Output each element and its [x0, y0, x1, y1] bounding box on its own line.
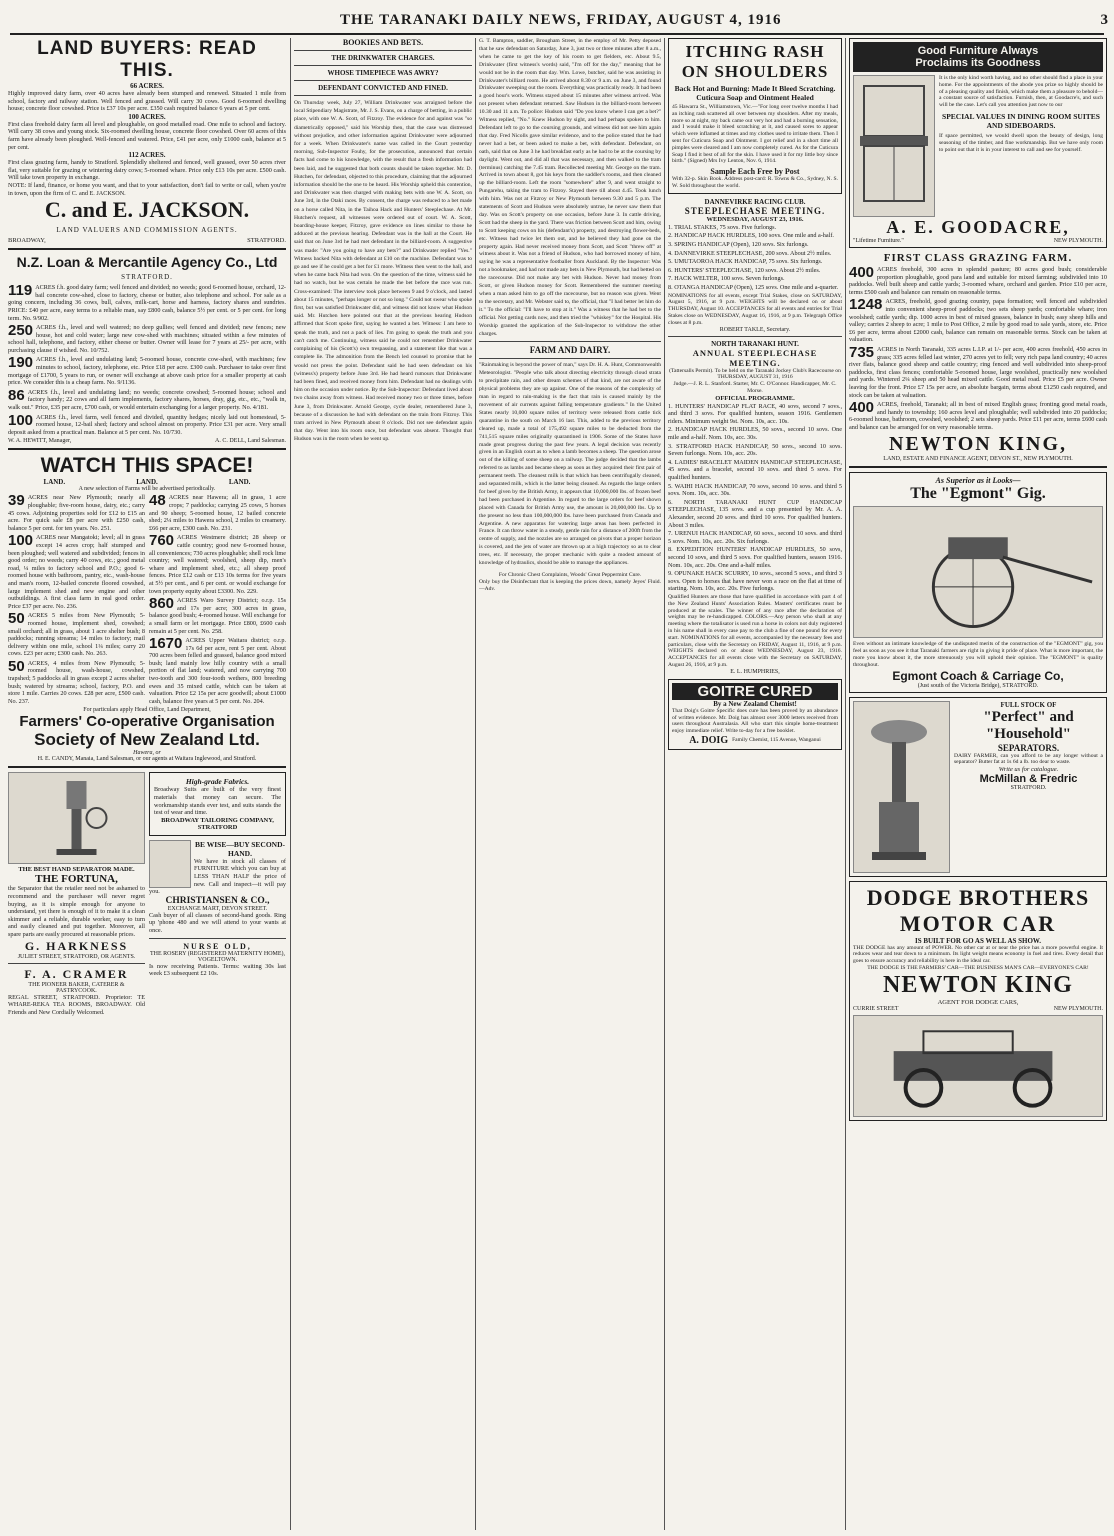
- rule: [8, 963, 145, 964]
- dodge-tag: THE DODGE IS THE FARMERS' CAR—THE BUSINESS MAN'S CAR—EVERYONE'S CAR!: [867, 965, 1089, 972]
- farms-left: [8, 492, 145, 707]
- jackson-name: C. and E. JACKSON.: [44, 197, 250, 223]
- sample-body: With 32-p. Skin Book. Address post-card: R. Towns & Co., Sydney, N. S. W. Sold throughout the world.: [672, 176, 838, 189]
- race-item: 7. URENUI HACK HANDICAP, 60 sovs., second 10 sovs. and third 5 sovs. Nom. 10s, acc. 20s. Six furlongs.: [668, 530, 842, 545]
- car-illustration: [853, 1015, 1103, 1117]
- fortuna-name: THE FORTUNA,: [35, 873, 118, 886]
- fortuna-ad: [8, 772, 145, 1016]
- gig-icon: [854, 507, 1102, 637]
- race-item: 4. DANNEVIRKE STEEPLECHASE, 200 sovs. About 2½ miles.: [668, 249, 832, 257]
- full-stock: FULL STOCK OF: [1000, 700, 1057, 709]
- rule: [479, 358, 661, 359]
- goodacre-foot: "Lifetime Furniture." NEW PLYMOUTH.: [853, 238, 1103, 244]
- farmers-coop-heading-2: Society of New Zealand Ltd.: [34, 730, 260, 750]
- goodacre-text: It is the only kind worth having, and no other should find a place in your home. For the appointments of the abode you prize so highly should be of a pleasing quality and finish, which make them a pleasure to behold—a constant source of satisfaction. Furnish, then, at Goodacre's, and such will be the case. Let's call you attention just now to our: [939, 75, 1103, 109]
- rule: [294, 50, 472, 51]
- nzloan-lot: 190 ACRES f.h., level and undulating land; 5-roomed house, concrete cow-shed, with machines; few minutes to school, factory, telephone, etc. Price £18 per acre. £300 cash. Purchaser to take over first mortgage of £1700, 5 years to run, or owner will exchange at above cash price for a smaller property at cash price. We consider this is a cheap farm. No. 9/1136.: [8, 354, 286, 387]
- north-officials: Judge.—J. R. L. Stanford. Starter, Mr. C. O'Connor. Handicapper, Mr. C. Morse.: [673, 381, 837, 394]
- goodacre-body-row: [853, 75, 1103, 217]
- jackson-lot-1: [8, 82, 286, 113]
- watch-land-row: LAND. LAND. LAND.: [43, 478, 251, 487]
- broadway-tailoring: BROADWAY TAILORING COMPANY, STRATFORD: [161, 816, 274, 831]
- race-item: 1. TRIAL STAKES, 75 sovs. Five furlongs.: [668, 223, 777, 231]
- farm-listing: 1670 ACRES Upper Waitara district; o.r.p. 17s 6d per acre, rent 5 per cent. About 700 acres been felled and grassed, balance good mixed bush; land mainly low hilly country with a small portion of flat land; watered, and now carrying 700 two-tooth and 300 four-tooth wethers, 800 breeding ewes and 35 mixed cattle, which can be taken at valuation. Price £2 15s per acre goodwill; about £1000 cash, balance five years at 5 per cent. No. 204.: [149, 635, 286, 705]
- steeple-date: WEDNESDAY, AUGUST 23, 1916.: [706, 215, 804, 223]
- itching-body: 45 Hawarra St., Williamstown, Vic.—"For long over twelve months I had an itching rash scattered all over between my shoulders. After my meals, more so at night, my back came out very hot and had a burning sensation, and I would make it bleed scratching at it, and caused sores to appear which were inflamed at times and my clothes used to irritate them. Then I sent for Cuticura Soap and Ointment. I got relief and in a short time all pimples were cleared and I am now completely cured. As for the Cuticura Soap I find it best of all for the skin. I have used it for my little boy since birth." (Signed) Mrs Ivy Lenton, Nov. 6, 1914.: [672, 104, 838, 165]
- dodge-address: CURRIE STREET NEW PLYMOUTH.: [853, 1005, 1103, 1012]
- race-item: 5. WAIHI HACK HANDICAP, 70 sovs, second 10 sovs. and third 5 sovs. Nom. 10s, acc. 30s.: [668, 482, 842, 498]
- egmont-address: (Just south of the Victoria Bridge), STRATFORD.: [917, 682, 1039, 689]
- rule: [294, 80, 472, 81]
- nzloan-lot: 250 ACRES f.h., level and well watered; no deep gullies; well fenced and divided; new fences; new house, hot and cold water; large new cow-shed with machines; situated within a few minutes of school hall, telephone, and factory, either cheese or butter. Owner will lease for 7 years at 25/- per acre, with purchasing clause if wished. No. 10/752.: [8, 322, 286, 354]
- catalogue-line: Write us for catalogue.: [998, 766, 1059, 774]
- north-subheading: ANNUAL STEEPLECHASE MEETING.: [692, 347, 818, 368]
- newton-king-heading: NEWTON KING,: [888, 433, 1068, 456]
- farm-dairy-column: [479, 38, 661, 1528]
- bookies-column: [294, 38, 472, 1528]
- motor-car-icon: [854, 1016, 1102, 1116]
- separator-icon: [854, 702, 949, 872]
- right-small-ads: [149, 772, 286, 1016]
- farmers-coop-heading: Farmers' Co-operative Organisation: [19, 713, 275, 731]
- cramer-address: REGAL STREET, STRATFORD. Proprietor: TE WHARE-REKA TEA ROOMS, BROADWAY. Old Friends and New Cordially Welcomed.: [8, 993, 145, 1016]
- household-heading: "Household": [985, 725, 1071, 742]
- nurse-heading: NURSE OLD,: [183, 941, 252, 951]
- grazing-heading: FIRST CLASS GRAZING FARM.: [883, 252, 1073, 264]
- land-buyers-heading: LAND BUYERS: READ THIS.: [37, 38, 257, 81]
- sample-heading: Sample Each Free by Post: [710, 167, 800, 177]
- harkness-address: JULIET STREET, STRATFORD, OR AGENTS.: [17, 953, 136, 960]
- goodacre-name: A. E. GOODACRE,: [886, 217, 1070, 237]
- particulars-line: For particulars apply Head Office, Land Department,: [83, 707, 211, 714]
- nurse-text: Is now receiving Patients. Terms: waiting 30s last week £3 subsequent £2 10s.: [149, 962, 286, 978]
- north-heading: NORTH TARANAKI HUNT.: [711, 339, 799, 348]
- story-body: On Thursday week, July 27, William Drinkwater was arraigned before the local Stipendiary Magistrate, Mr. J. S. Evans, on a charge of betting, in a public place, with one W. A. Scott, of Fitzroy. The evidence for and against was "so diametrically opposed," said his Worship then, that the case was distressed without prejudice, and other information against Drinkwater were adjourned for a week. When Drinkwater's name was called in the Court yesterday morning, Sub-Inspector Fouhy, for the prosecution, announced that certain facts had come to his knowledge, with the result that a fresh information had been laid, and he suggested that both counts should be taken together. Mr. D. Hutchen, for defendant, objected to this procedure, claiming that the adjourned information should be the one to be heard. His Worship upheld this contention, and Drinkwater was then charged with making bets with one W. A. Scott, on June 3rd, in the Otaki races. By consent, the charge was reduced to a bet made on a horse called Nita, in the Taihoa Hack and Hunters' Steeplechase. At Mr. Hutchen's request, all witnesses were ordered out of court. W. A. Scott, boarding-house keeper, Fitzroy, gave evidence on lines similar to those he adduced at the previous hearing. Defendant was in the hall at the Court. He said that on June 3rd he had met defendant in the billiard-room. A suggestive was made: "Are you going to have any bets?" and Drinkwater replied "Yes." Witness backed Nita with defendant at £10 on the machine. Defendant was to go and see if he could get a bet for £1 more. Witness then went to the hall, and when he came back Nita had won. On the question of the time, witness said he had no watch, but he was certain he made the bet before the race was run. Cross-examined: The interview took place between 9 and 9 o'clock, and lasted about 15 minutes, "perhaps longer or not so long." Could not swear who spoke first, but was satisfied Drinkwater did, and witness did not know what Hudson said. Mr. Hutchen here pointed out that at the previous hearing Hudson affirmed that Scott spoke first, saying he wanted a bet. Witness: I am here to speak the truth, and not a pack of lies. I'm going to speak the truth and you can't catch me. Continuing, witness said he could not remember Drinkwater complaining of his (Scott's) own trespassing, and a statement like that was a complete lie. The admonition from the Bench led counsel to promise that he would not press the point. Defendant said he had seen defendant on his (witness's) property before June 3rd. He had heard rumours that Drinkwater had been fined, and received money from him. Defendant had no dealings with him on the occasion under notice. By the Sub-Inspector: Defendant lived about two chains away from witness. Had received money two or three times, before June 3, from Drinkwater. Arnold George, cycle dealer, remembered June 3, because of a discussion he had with defendant on the train from Fitzroy. This tram arrived in New Plymouth about 8 o'clock. Did not see defendant again that day. Went into his room once, but defendant was absent. Thought that Hudson was in the room when he went up.: [294, 100, 472, 443]
- story-subheading: WHOSE TIMEPIECE WAS AWRY?: [327, 69, 439, 77]
- goodacre-ad: [849, 38, 1107, 248]
- itching-column: [668, 38, 842, 1528]
- egmont-heading: The "Egmont" Gig.: [910, 485, 1046, 503]
- goitre-ad: [668, 679, 842, 750]
- column-divider: [475, 38, 476, 1530]
- jackson-address: BROADWAY, STRATFORD.: [8, 237, 286, 245]
- race-item: 9. OPUNAKE HACK SCURRY, 10 sovs., second 5 sovs., and third 3 sovs. Open to horses that have never won a race on the flat at time of starting. Nom. 10s, acc. 20s. Five furlongs.: [668, 570, 842, 593]
- butler-illustration: [149, 840, 191, 888]
- nzloan-signatures: W. A. HEWITT, Manager, A. C. DELL, Land Salesman.: [8, 438, 286, 445]
- story-subheading: THE DRINKWATER CHARGES.: [331, 54, 435, 62]
- special-body: If space permitted, we would dwell upon the beauty of design, long seasoning of the timber, and fine workmanship. But we have only room to point out that it is in your interest to call and see for yourself.: [939, 132, 1103, 153]
- separators-heading: SEPARATORS.: [997, 742, 1060, 753]
- story-subheading: DEFENDANT CONVICTED AND FINED.: [318, 84, 448, 92]
- motor-car-heading: MOTOR CAR: [899, 910, 1057, 936]
- newton-king-sub: LAND, ESTATE AND FINANCE AGENT, DEVON ST., NEW PLYMOUTH.: [883, 456, 1073, 463]
- watch-this-space-heading: WATCH THIS SPACE!: [40, 454, 254, 478]
- masthead-rule: [10, 33, 1104, 35]
- lot-text: Highly improved dairy farm, over 40 acres have already been stumped and renewed. Situated 1 mile from school, factory and railway station. Well fenced and grassed. Will carry 30 cows. Good 6-roomed dwelling house; concrete floor cowshed. Price is £37 10s per acre. £350 cash required balance 6 years at 5 per cent.: [8, 90, 286, 113]
- jackson-lot-2: [8, 113, 286, 151]
- dodge-sub: IS BUILT FOR GO AS WELL AS SHOW.: [914, 936, 1042, 945]
- race-item: 6. HUNTERS' STEEPLECHASE, 120 sovs. About 2½ miles.: [668, 266, 821, 274]
- north-where: (Tattersalls Permit). To be held on the Taranaki Jockey Club's Racecourse on THURSDAY, AUGUST 31, 1916: [669, 367, 841, 381]
- cramer-subtitle: THE PIONEER BAKER, CATERER & PASTRYCOOK.: [28, 981, 125, 994]
- story-heading: BOOKIES AND BETS.: [342, 38, 424, 47]
- masthead: [0, 0, 1114, 34]
- farm-dairy-heading: FARM AND DAIRY.: [529, 345, 611, 356]
- lower-ads: [8, 772, 286, 1016]
- nzloan-heading: N.Z. Loan & Mercantile Agency Co., Ltd: [16, 254, 278, 271]
- jackson-subtitle: LAND VALUERS AND COMMISSION AGENTS.: [56, 226, 238, 235]
- sideboard-icon: [854, 76, 934, 216]
- right-ads-column: [849, 38, 1107, 1528]
- farms-right: [149, 492, 286, 707]
- doig-row: A. DOIG Family Chemist, 115 Avenue, Wanganui: [689, 734, 821, 746]
- dodge-heading: DODGE BROTHERS: [866, 884, 1090, 910]
- cuticura-ad: [668, 38, 842, 194]
- north-sign: E. L. HUMPHRIES,: [730, 668, 780, 675]
- egmont-ad: [849, 472, 1107, 692]
- separator-illustration: [8, 772, 145, 864]
- grazing-lot: 735 ACRES in North Taranaki, 335 acres L.I.P. at 1/- per acre, 400 acres freehold, 450 acres in grass; 335 acres felled last winter, 270 acres yet to fell; very rich papa land country; 40 acres river flats, balance good sheep and cattle country; ring fenced and well subdivided into sheep-proof paddocks, first class fences; comfortable 5-roomed house, large woolshed, practically new woolshed and yards. Wintered 2¼ sheep and 50 head mixed cattle. Good metal road. Price £5 per acre. Owner leaving for the front. Price £7 15s per acre, an absolute bargain, terms about £1250 cash required, and stock can be taken at valuation.: [849, 343, 1107, 399]
- land-ads-column: [8, 38, 286, 1528]
- race-item: 6. NORTH TARANAKI HUNT CUP HANDICAP STEEPLECHASE, 135 sovs. and a cup presented by Mr. A. A. Alexander, second 20 sovs. and third 10 sovs. For qualified hunters. About 3 miles.: [668, 498, 842, 529]
- newton-king-dodge: NEWTON KING: [883, 971, 1073, 998]
- column-divider: [664, 38, 665, 1530]
- rule: [294, 95, 472, 96]
- jeyes-note: Only buy the Disinfectant that is keeping the prices down, namely Jeyes' Fluid.—Adv.: [479, 578, 661, 592]
- grazing-lot: 400 ACRES, freehold, Taranaki; all in best of mixed English grass; fronting good metal roads, and handy to township; 160 acres level and ploughable; well subdivided into 20 paddocks; 6-roomed house, bathroom, cowshed, woolshed; 2 sets sheep yards. Price £11 per acre, terms £600 cash and balance can be arranged for on very reasonable terms.: [849, 399, 1107, 431]
- goodacre-banner: Good Furniture Always Proclaims its Goodness: [853, 42, 1103, 72]
- race-item: 4. LADIES' BRACELET MAIDEN HANDICAP STEEPLECHASE, 45 sovs. and a bracelet, second 10 sovs. and third 5 sovs. For qualified hunters.: [668, 458, 842, 482]
- mcmillan-sub: STRATFORD.: [1010, 785, 1047, 792]
- farmers-sub-2: H. E. CANDY, Manaia, Land Salesman, or our agents at Waitara Inglewood, and Stratford.: [37, 756, 257, 763]
- farm-listing: 50 ACRES, 4 miles from New Plymouth; 5-roomed house, wash-house, cowshed, trapshed; 5 paddocks all in grass except 2 acres shelter bush; watered by streams; school, factory, P.O. and store 1 mile. Carries 20 cows. £28 per acre, £500 cash. No. 237.: [8, 657, 145, 705]
- north-rules: Qualified Hunters are those that have qualified in accordance with part 4 of the New Zealand Hunts' Association Rules. Masters' certificates must be produced at the scales. The winner of any race after the declaration of weights may be re-handicapped. COLORS.—Any person who shall at any meeting where the totalisator is used run a horse in colors not duly registered in his name shall in every case pay to the club a fine of one pound for every start. NOMINATIONS for all events, accompanied by the necessary fees and particulars, close with the Secretary on FRIDAY, August 11, 1916, at 9 p.m. WEIGHTS declared on or about WEDNESDAY, August 23, 1916. ACCEPTANCES for all events close with the Secretary on SATURDAY, August 26, 1916, at 9 p.m.: [668, 593, 842, 668]
- fabrics-ad: [149, 772, 286, 835]
- race-item: 8. EXPEDITION HUNTERS' HANDICAP HURDLES, 50 sovs, second 10 sovs, and third 5 sovs. For qualified hunters, season 1916. Nom. 10s, acc. 20s. One and a-half miles.: [668, 546, 842, 569]
- race-item: 1. HUNTERS' HANDICAP FLAT RACE, 40 sovs, second 7 sovs., and third 3 sovs. For qualified hunters, season 1916. Gentlemen riders. Minimum weight 9st. Nom. 10s, acc. 10s.: [668, 402, 842, 425]
- sideboard-illustration: [853, 75, 935, 217]
- race-item: 2. HANDICAP HACK HURDLES, 50 sovs., second 10 sovs. One mile and a-half. Nom. 10s, acc. 30s.: [668, 426, 842, 442]
- farmers-sub: Hawera, or: [133, 750, 161, 757]
- nominations-text: NOMINATIONS for all events, except Trial Stakes, close on SATURDAY, August 5, 1916, at 9 p.m. WEIGHTS will be declared on or about THURSDAY, August 10. ACCEPTANCES for all events and entries for Trial Stakes close on WEDNESDAY, August 16, 1916, at 9 p.m. Telegraph Office closes at 8 p.m.: [668, 292, 842, 326]
- grazing-lot: 400 ACRES freehold, 300 acres in splendid pasture; 80 acres good bush; considerable proportion ploughable, good para land and suitable for mixed farming; subdivided into 10 paddocks. Well built sheep and cattle yards; 3-roomed whare, orchard and garden. Price £10 per acre, terms £500 cash and balance can remain on reasonable terms.: [849, 264, 1107, 296]
- lot-heading: 100 ACRES.: [128, 112, 166, 121]
- farm-listing: 760 ACRES Westmere district; 28 sheep or cattle country; good new 6-roomed house, all conveniences; 730 acres ploughable; shell rock lime country; well watered; woolshed, sheep dip, men's whare and implement shed, etc.; all sheep proof fences. Price £12 cash or £13 10s terms for five years at 5½ per cent., and 6 per cent. or would exchange for town property equity about £3300. No. 229.: [149, 532, 286, 595]
- north-programme: OFFICIAL PROGRAMME.: [715, 394, 795, 402]
- nzloan-lot: 86 ACRES f.h., level and undulating land; no weeds; concrete cowshed; 5-roomed house; school and factory handy; 22 cows and all farm implements, factory shares, horses, dray, gig, etc., etc., "walk in, walk out." Price, £35 per acre, £700 cash, or would entertain exchanging for a larger property. No. 4/181.: [8, 386, 286, 412]
- race-item: 3. STRATFORD HACK HANDICAP, 50 sovs., second 10 sovs. Seven furlongs. Nom. 10s, acc. 20s.: [668, 442, 842, 458]
- dodge-ad: [849, 881, 1107, 1121]
- nzloan-lot: 119 ACRES f.h. good dairy farm; well fenced and divided; no weeds; good 6-roomed house, orchard, 12-bail concrete cow-shed, close to factory, cheese or butter, also telephone and school. For sale as a going concern, including 36 cows, bull, calves, milk-cart, horse and harness, factory shares and sundries. PRICE: £40 per acre, easy terms to a reliable man, say £800 cash, balance 5½ per cent. or 5 per cent. for long term. No. 9/902.: [8, 282, 286, 322]
- fortuna-heading: THE BEST HAND SEPARATOR MADE.: [18, 866, 135, 874]
- nzloan-subtitle: STRATFORD.: [121, 273, 173, 282]
- jackson-note: NOTE: If land, finance, or home you want, and that to your satisfaction, don't fail to write or call, when you're in town, upon the firm of C. and E. JACKSON.: [8, 181, 286, 197]
- rule: [8, 766, 286, 768]
- nurse-subtitle: THE ROSERY (REGISTERED MATERNITY HOME), VOGELTOWN.: [149, 950, 286, 963]
- farms-grid: [8, 492, 286, 707]
- farm-listing: 39 ACRES near New Plymouth; nearly all ploughable; five-room house, dairy, etc.; carry 45 cows. Adjoining properties sold for £12 to £15 an acre. For quick sale £8 per acre with £250 cash, balance 5 per cent. for ten years. No. 251.: [8, 492, 145, 532]
- separator-icon: [9, 773, 144, 863]
- itching-sub: Back Hot and Burning: Made It Bleed Scratching. Cuticura Soap and Ointment Healed: [674, 84, 836, 102]
- itching-heading-2: ON SHOULDERS: [681, 62, 829, 81]
- column-divider: [845, 38, 846, 1530]
- christiansen-text: Cash buyer of all classes of second-hand goods. Ring up 'phone 480 and we will attend to your wants at once.: [149, 911, 286, 934]
- dannevirke-heading: DANNEVIRKE RACING CLUB.: [704, 197, 806, 206]
- fortuna-text: the Separator that the retailer need not be ashamed to recommend and the purchaser will never regret buying, as it is simple enough for anyone to understand, yet there is enough of it to make it a clean skimmer and a reliable, durable worker, easy to turn and easily cleaned and put together. Moreover, all spare parts are easily procured at reasonable prices.: [8, 885, 145, 938]
- separator-illustration: [853, 701, 950, 873]
- farm-listing: 48 ACRES near Hawera; all in grass, 1 acre crops; 7 paddocks; carrying 25 cows, 5 horses and 90 sheep; 5-roomed house, 12 bailed concrete shed; 2¼ miles to Hawera school, 2 miles to creamery. £66 per acre, £300 cash. No. 231.: [149, 492, 286, 532]
- lot-text: First class grazing farm, handy to Stratford. Splendidly sheltered and fenced, well grassed, over 50 acres river flat, very suitable for grazing or wintering dairy cows; 5-roomed whare. Price only £13 10s per acre. £500 cash. Will take town property in exchange.: [8, 159, 286, 182]
- cramer-name: F. A. CRAMER: [24, 966, 129, 981]
- itching-heading: ITCHING RASH: [685, 42, 825, 61]
- fabrics-heading: High-grade Fabrics.: [185, 777, 250, 787]
- farm-listing: 100 ACRES near Mangatoki; level; all in grass except 14 acres crop; half stumped and been ploughed; well watered and subdivided; fences in good order; no weeds; carry 40 cows, etc.; good metal road, ¼ miles to factory school and P.O.; good 6-roomed house with bathroom, pantry, etc., wash-house and man's room, 12-bailed concrete floored cowshed, large implement shed and new engine and other outbuildings. A first class farm in real good order. Price £37 per acre. No. 236.: [8, 532, 145, 610]
- newspaper-title: THE TARANAKI DAILY NEWS, FRIDAY, AUGUST 4, 1916: [340, 12, 782, 28]
- nominations-sign: ROBERT TAKLE, Secretary.: [719, 326, 791, 333]
- wise-heading: BE WISE—BUY SECOND-HAND.: [194, 839, 286, 858]
- farm-listing: 50 ACRES 5 miles from New Plymouth; 5-roomed house, implement shed, cowshed; small orchard; all in grass, about 1 acre shelter bush; 8 paddocks; running streams; 14 miles to factory; mail delivery within one mile, school 1¼ miles; carry 20 cows. £23 per acre; £300 cash. No. 263.: [8, 610, 145, 658]
- nzloan-lot: 100 ACRES f.h., level farm, well fenced and divided, quantity hedges; nicely laid out homestead, 5-roomed house, 12-bail shed; factory and school almost on property. Price £31 per acre. Very small deposit asked from a practical man. Balance at 5 per cent. No. 10/730.: [8, 411, 286, 436]
- wise-text: We have in stock all classes of FURNITURE which you can buy at LESS THAN HALF the price of new. Call and inspect—it will pay you.: [149, 857, 286, 896]
- race-item: 5. UMUTAOROA HACK HANDICAP, 75 sovs. Six furlongs.: [668, 258, 823, 266]
- goitre-sub: By a New Zealand Chemist!: [713, 699, 797, 708]
- fabrics-text: Broadway Suits are built of the very finest materials that money can secure. The workmanship stands ever test, and suits stands the test of wear and time.: [154, 786, 281, 817]
- rule: [8, 248, 286, 250]
- dodge-agent: AGENT FOR DODGE CARS,: [937, 998, 1019, 1006]
- special-values: SPECIAL VALUES IN DINING ROOM SUITES AND SIDEBOARDS.: [942, 111, 1100, 130]
- lot-text: First class freehold dairy farm all level and ploughable, on good metalled road. One mile to school and factory. Will carry 38 cows and young stock. Six-roomed dwelling house, concrete floor cowshed. Over 60 acres of this farm have already been ploughed. Well-fenced and watered. Price, £41 per acre, only £1000 cash, balance at 5 per cent.: [8, 120, 286, 151]
- separators-ad: [849, 697, 1107, 877]
- farm-dairy-body: "Rainmaking is beyond the power of man," says Dr. H. A. Hunt, Commonwealth Meteorologist. "People who talk about directing electricity through cloud strata to precipitate rain, and other dream schemes of that kind, are not aware of the physical problems they are up against. One of the reasons of the complexity of man in regard to rain-making is the fact that rain is caused mainly by the movement of air currents against falling temperature gradients." In the United States nearly 10,000 square miles of territory were released from cattle tick quarantine in the south on March 16 last. This, added to the previous territory cleared up, made a total of 175,492 square miles to be deducted from the 741,515 square miles originally quarantined in 1906. Some of the States have made great progress during the past few years. A legal decision was recently given in an English court as to when a lamb becomes a sheep. The question arose out of the killing of some sheep on a railway. The judge decided that the lambs referred to as lambs and became sheep as soon as they acquired their first pair of permanent teeth. The cleanest milk is that which has been centrifugally cleaned, and separated milk, which is the latter being cleaned. As regards the large orders for beef given by the British Army, it appears that 10,000,000 lbs. of frozen beef had been purchased in Argentine. In regard to the large orders for beef shown placed with Canada for British Army use, the amount is 20,000,000 lbs. Up to the present no less than 100,000,000 lbs. have been purchased from Canada and Argentine. A new apparatus for watering large areas has been perfected in France. It can throw water in a steady, gentle rain for a distance of 200ft from the centre of supply, and the nozzles are so arranged on pivots that a proper horizon is covered, and the jets of water are thrown up at a high trajectory so as to clear trees, etc. If necessary, the proper mechanic with quite a modest amount of knowledge of hydraulics, should be able to manage the appliances.: [479, 362, 661, 567]
- rule: [149, 938, 286, 939]
- harkness-name: G. HARKNESS: [24, 938, 129, 953]
- gig-illustration: [853, 506, 1103, 638]
- dodge-body: THE DODGE has any amount of POWER. No other car at or near the price has a more powerful engine. It reduces wear and tear down to a minimum. Its light weight means economy in fuel and tires. Every detail that goes to ensure accuracy and reliability is here in the ideal car.: [853, 944, 1103, 965]
- egmont-superior: As Superior as it Looks—: [935, 476, 1021, 486]
- goitre-body: That Doig's Goitre Specific does cure has been proved by an abundance of written evidence. Mr. Doig has almost over 3000 letters received from users throughout Australasia. All who start this simple home-treatment enjoy immediate relief. Write to-day for a free booklet.: [672, 707, 838, 735]
- egmont-body: Even without an intimate knowledge of the undisputed merits of the construction of the "EGMONT" gig, you feel as soon as you see it that Taranaki farmers are right in giving it pride of place. What is more important, the more you know about it, the more strenuously you will uphold their opinion. The "EGMONT" is quality throughout.: [853, 641, 1103, 668]
- jackson-lot-3: [8, 151, 286, 182]
- race-item: 7. HACK WELTER, 100 sovs. Seven furlongs.: [668, 275, 785, 283]
- steeple-heading: STEEPLECHASE MEETING.: [684, 205, 826, 216]
- goitre-heading: GOITRE CURED: [672, 683, 838, 700]
- rule: [294, 65, 472, 66]
- rule: [479, 341, 661, 342]
- christiansen-name: CHRISTIANSEN & CO.,: [165, 895, 270, 906]
- mcmillan-name: McMillan & Fredric: [979, 773, 1078, 786]
- grazing-lot: 1248 ACRES, freehold, good grazing country, papa formation; well fenced and subdivided into convenient sheep-proof paddocks; two sets sheep yards; comfortable whare; iron woolshed; cattle yards; dip. 1000 acres in best of mixed grasses, balance in bush; easy sheep hills and valley; carries 2 sheep to acre; 1 mile to Post Office, 2 mile by good road to sale yards, store, etc. Price £6 per acre, terms about £2000 cash, balance can remain on reasonable terms. Stock can be taken at valuation.: [849, 296, 1107, 344]
- race-item: 2. HANDICAP HACK HURDLES, 100 sovs. One mile and a-half.: [668, 232, 834, 240]
- rule: [668, 336, 842, 337]
- race-item: 8. OTANGA HANDICAP (Open), 125 sovs. One mile and a-quarter.: [668, 283, 839, 291]
- race-item: 3. SPRING HANDICAP (Open), 120 sovs. Six furlongs.: [668, 240, 809, 248]
- watch-subtitle: A new selection of Farms will be advertised periodically.: [78, 486, 216, 493]
- lot-heading: 66 ACRES.: [130, 82, 164, 90]
- rule: [849, 466, 1107, 468]
- column-divider: [290, 38, 291, 1530]
- chest-cure-note: For Chronic Chest Complaints, Woods' Great Peppermint Cure.: [498, 572, 642, 578]
- separators-row: [853, 701, 1103, 873]
- story-body-continued: G. T. Bampton, saddler, Brougham Street, in the employ of Mr. Petty deposed that he saw defendant on Saturday, June 3, just two or three minutes after 8 a.m., when he came to get the key of his room to get fielders, etc. About 9.5, Drinkwater (first witness's words) said, "I'm off for the day," meaning that he would not be in the room that day. Wm. Lowe, butcher, said he was assisting in Drinkwater's billiard room. He arrived about 8.30 or 9 a.m. on June 3, and found Drinkwater sweeping out the room. Everything was practically ready. It had been a good hour's work. Witness stayed about 15 minutes after witness arrived. Was not present when defendant returned. Saw Hudson in the billiard-room between 10.30 and 11 a.m. To police: Hudson said "Do you know where I can get a bet?" Witness replied, "No." Knew Hudson by sight, and had perhaps spoken to him. Defendant left to go to the coursing grounds, and witness did not see him again that day. Fred Nicolls gave similar evidence, and to the police stated that he had never had a bet, or been asked to make a bet, with defendant. Defendant, on oath, said that on June 3 he had breakfast early as he had to be at the coursing by daylight. Went out, and did all that was necessary, and then walked to the tram (terminus) catching the 7.45 tram. Recollected meeting Mr. George on the tram. Arrived in town about 8, got his keys from the saddler's rooms, and then cleaned up the billiard-room. Left the room "somewhere" after 9, and went straight to Pungarehu, taking the tram to Fitzroy. Stayed there till about 4.45. Took lunch with him. Was not at Fitzroy or New Plymouth between 9.30 and 5 p.m. The statements of Scott and Hudson were absolutely untrue, he never saw them that day. Was on Scott's property on one occasion, before June 3. In cattle driving, Scott had the sheep in the yard. There was friction between Scott and him, owing to Scott keeping cows on his (defendant's) property, and destroying flower-beds, etc. Witness had twice let them out, and he believed they had gone on the property again. Had never received money from Scott, and Scott "threw off" at witness about it. Was not a friend of Hudson, who had borrowed money of him, saying he was a representative footballer from Auckland. By the Inspector: Was not a bookmaker, and had not made any bets in New Plymouth, but had betted on the racecourse. Did not make any bet with Hudson. Never had money from Scott, or given Hudson money for Scott. Remembered the summer meeting when a man asked him to go off the racecourse, but no reason was given. Went to the secretary, and Mr. Webster said to, the official, that "I had better let him do it." To the official: "I'll have to stop at it." Was a witness that he had bet to the official. Not getting cards now, and then tried the "whiskey" for the Hospital. His Worship granted the application of the Sub-Inspector to withdraw the other charges.: [479, 38, 661, 337]
- christiansen-address: EXCHANGE MART, DEVON STREET.: [167, 905, 268, 912]
- page-number: 3: [1100, 12, 1108, 28]
- lot-heading: 112 ACRES.: [128, 151, 166, 160]
- separators-body: DAIRY FARMER, can you afford to be any longer without a separator? Butter fat at 1s 6d a lb. too dear to waste.: [954, 752, 1103, 766]
- farm-listing: 860 ACRES Waro Survey District; o.r.p. 15s and 17s per acre; 300 acres in grass, balance good bush; 4-roomed house. Will exchange for a small farm or let mortgage. Price £800, £600 cash remain at 5 per cent. No. 258.: [149, 595, 286, 635]
- rule: [8, 448, 286, 450]
- perfect-heading: "Perfect" and: [983, 708, 1074, 725]
- egmont-company: Egmont Coach & Carriage Co,: [892, 668, 1064, 683]
